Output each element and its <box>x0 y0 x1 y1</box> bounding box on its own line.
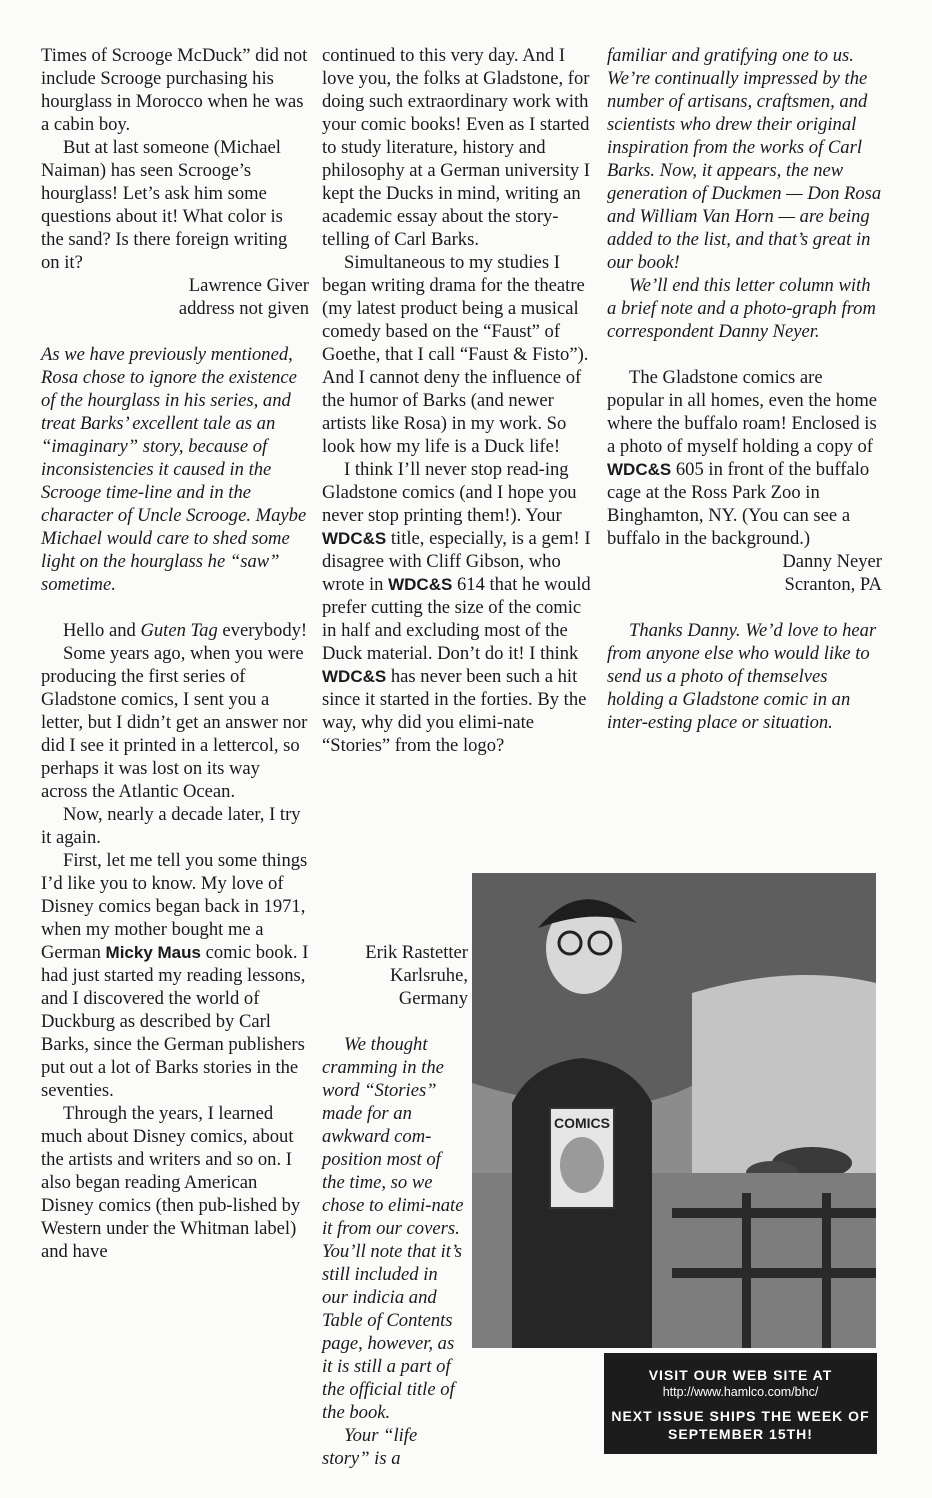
letter-paragraph: Simultaneous to my studies I began writing drama for the theatre (my latest product being a musical comedy based on the “Faust” of Goethe, that I call “Faust & Fisto”). And I cannot deny the influence of the humor of Barks (and newer artists like Rosa) in my work. So look how my life is a Duck life! <box>322 252 589 457</box>
text-run: The Gladstone comics are popular in all homes, even the home where the buffalo roam! Enclosed is a photo of myself holding a copy of <box>607 367 878 457</box>
fence-post <box>742 1193 751 1348</box>
signature-city: Karlsruhe, <box>390 965 468 986</box>
promo-ship-date: NEXT ISSUE SHIPS THE WEEK OF SEPTEMBER 15TH! <box>611 1408 870 1442</box>
promo-url[interactable]: http://www.hamlco.com/bhc/ <box>662 1385 819 1399</box>
signature-city: Scranton, PA <box>784 574 882 595</box>
letter-paragraph <box>41 849 309 1102</box>
text-run: 605 in front of the buffalo cage at the Ross Park Zoo in Binghamton, NY. (You can see a buffalo in the background.) <box>607 459 870 549</box>
editor-reply: We’ll end this letter column with a brief note and a photo-graph from correspondent Danny Neyer. <box>607 275 876 342</box>
letter-paragraph <box>322 458 594 757</box>
text-run: title, especially, is a gem! I disagree with Cliff Gibson, who wrote in <box>322 528 591 595</box>
comic-cover-art <box>560 1137 604 1193</box>
text-run: everybody! <box>217 620 308 641</box>
column-3 <box>607 44 882 734</box>
bold-title: WDC&S <box>322 667 387 686</box>
bold-title: Micky Maus <box>105 943 201 962</box>
text-run: has never been such a hit since it started in the forties. By the way, why did you elimi-nate “Stories” from the logo? <box>322 666 587 756</box>
editor-reply: Thanks Danny. We’d love to hear from anyone else who would like to send us a photo of themselves holding a Gladstone comic in an inter-esting place or situation. <box>607 620 877 733</box>
letter-paragraph <box>41 619 309 642</box>
letter-paragraph: Now, nearly a decade later, I try it again. <box>41 804 301 848</box>
signature-name: Erik Rastetter <box>365 942 468 963</box>
bold-title: WDC&S <box>607 460 672 479</box>
reader-photo <box>472 873 876 1348</box>
fence-rail <box>672 1208 876 1218</box>
editor-reply: As we have previously mentioned, Rosa chose to ignore the existence of the hourglass in his series, and treat Barks’ excellent tale as an “imaginary” story, because of inconsistencies it caused in the Scrooge time-line and in the character of Uncle Scrooge. Maybe Michael would care to shed some light on the hourglass he “saw” sometime. <box>41 344 307 595</box>
photo-illustration <box>472 873 876 1348</box>
text-run: First, let me tell you some things I’d like you to know. My love of Disney comics began back in 1971, when my mother bought me a German <box>41 850 308 963</box>
photo-hill <box>692 975 876 1173</box>
fence-rail <box>672 1268 876 1278</box>
promo-box <box>604 1353 877 1454</box>
editor-reply: familiar and gratifying one to us. We’re continually impressed by the number of artisans, craftsmen, and scientists who drew their original inspiration from the works of Carl Barks. Now, it appears, the new generation of Duckmen — Don Rosa and William Van Horn — are being added to the list, and that’s great in our book! <box>607 45 882 273</box>
signature-name: Danny Neyer <box>782 551 882 572</box>
fence-post <box>822 1193 831 1348</box>
column-2 <box>322 44 594 757</box>
comic-cover-title: COMICS <box>554 1115 610 1131</box>
editor-reply: Your “life story” is a <box>322 1425 418 1469</box>
promo-line: VISIT OUR WEB SITE AT <box>648 1367 833 1383</box>
text-run: comic book. I had just started my reading lessons, and I discovered the world of Duckburg as described by Carl Barks, since the German publishers put out a lot of Barks stories in the seventies. <box>41 942 309 1101</box>
text-run-italic: Guten Tag <box>140 620 218 641</box>
signature-country: Germany <box>398 988 468 1009</box>
bold-title: WDC&S <box>322 529 387 548</box>
column-2-lower <box>322 941 468 1470</box>
letter-paragraph: Through the years, I learned much about Disney comics, about the artists and writers and so on. I also began reading American Disney comics (then pub-lished by Western under the Whitman label) and have <box>41 1103 301 1262</box>
editor-reply: We thought cramming in the word “Stories” made for an awkward com-position most of the time, so we chose to elimi-nate it from our covers. You’ll note that it’s still included in our indicia and Table of Contents page, however, as it is still a part of the official title of the book. <box>322 1034 464 1423</box>
text-run: Hello and <box>63 620 141 641</box>
signature-address: address not given <box>178 298 309 319</box>
letter-paragraph: But at last someone (Michael Naiman) has seen Scrooge’s hourglass! Let’s ask him some questions about it! What color is the sand? Is there foreign writing on it? <box>41 137 288 273</box>
signature-name: Lawrence Giver <box>188 275 309 296</box>
bold-title: WDC&S <box>388 575 453 594</box>
column-1 <box>41 44 309 1263</box>
text-run: I think I’ll never stop read-ing Gladstone comics (and I hope you never stop printing them!). Your <box>322 459 577 526</box>
letter-paragraph: Times of Scrooge McDuck” did not include Scrooge purchasing his hourglass in Morocco when he was a cabin boy. <box>41 45 308 135</box>
letter-paragraph: continued to this very day. And I love you, the folks at Gladstone, for doing such extraordinary work with your comic books! Even as I started to study literature, history and philosophy at a German university I kept the Ducks in mind, writing an academic essay about the story-telling of Carl Barks. <box>322 45 591 250</box>
letter-paragraph: Some years ago, when you were producing the first series of Gladstone comics, I sent you a letter, but I didn’t get an answer nor did I see it printed in a lettercol, so perhaps it was lost on its way across the Atlantic Ocean. <box>41 643 308 802</box>
letter-paragraph <box>607 366 882 550</box>
text-run: 614 that he would prefer cutting the size of the comic in half and excluding most of the Duck material. Don’t do it! I think <box>322 574 591 664</box>
